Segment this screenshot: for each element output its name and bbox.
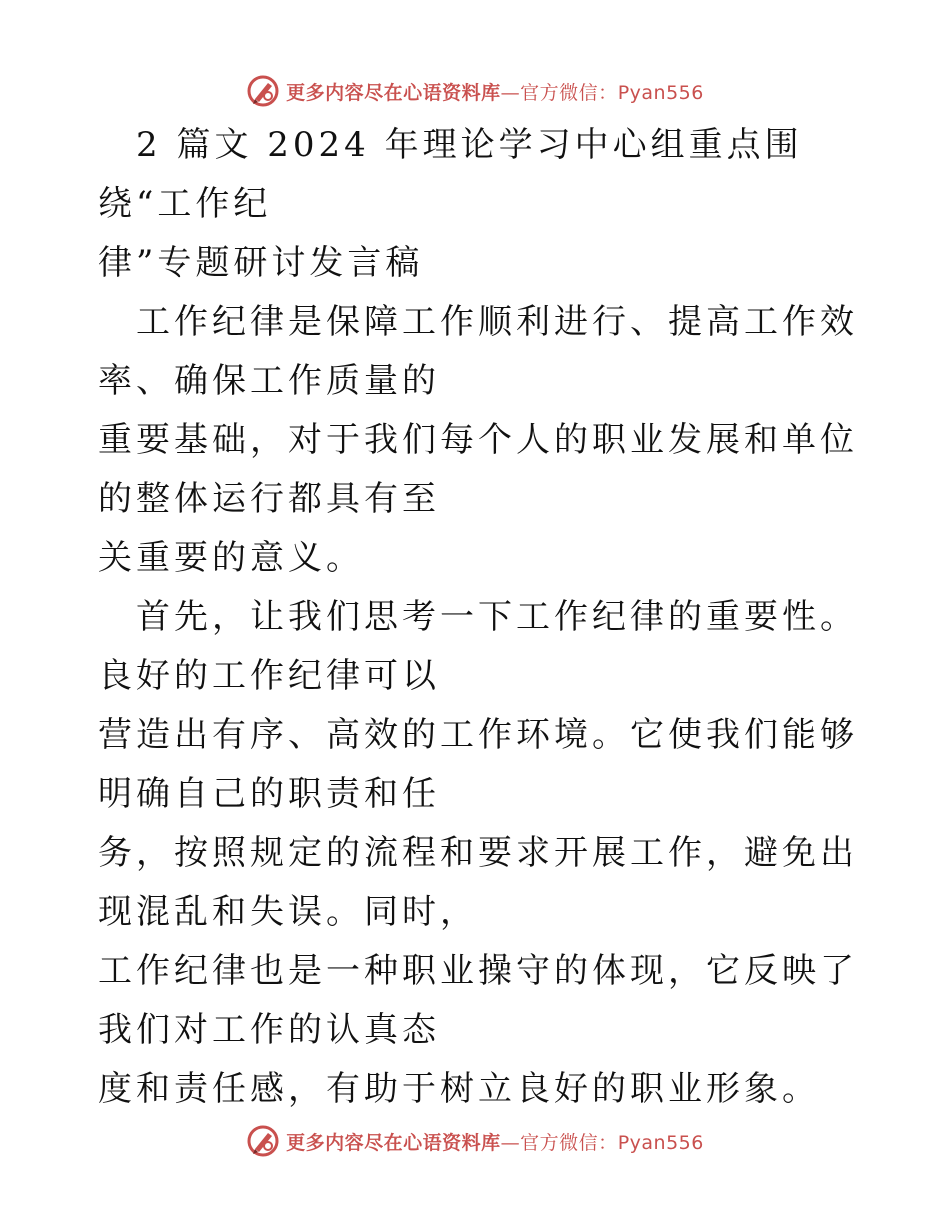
footer-banner-content bbox=[246, 1124, 704, 1158]
header-wechat-label: 官方微信： bbox=[520, 81, 618, 104]
paragraph-1-line-3: 关重要的意义。 bbox=[98, 538, 364, 578]
header-dash: — bbox=[500, 81, 521, 104]
title-line-2: 律”专题研讨发言稿 bbox=[98, 243, 424, 283]
footer-wechat-label: 官方微信： bbox=[520, 1131, 618, 1154]
paragraph-2-line-5: 度和责任感，有助于树立良好的职业形象。 bbox=[98, 1069, 820, 1109]
document-body bbox=[98, 116, 858, 1119]
paragraph-2-line-2: 营造出有序、高效的工作环境。它使我们能够明确自己的职责和任 bbox=[98, 715, 858, 814]
header-banner bbox=[0, 71, 950, 111]
header-banner-content bbox=[246, 74, 704, 108]
paragraph-1-line-2: 重要基础，对于我们每个人的职业发展和单位的整体运行都具有至 bbox=[98, 420, 858, 519]
paragraph-2-line-4: 工作纪律也是一种职业操守的体现，它反映了我们对工作的认真态 bbox=[98, 951, 858, 1050]
footer-site-name: 更多内容尽在心语资料库 bbox=[286, 1131, 501, 1154]
footer-banner bbox=[0, 1121, 950, 1161]
paragraph-2-line-1: 首先，让我们思考一下工作纪律的重要性。良好的工作纪律可以 bbox=[98, 597, 858, 696]
footer-banner-text bbox=[286, 1128, 704, 1155]
document-title bbox=[98, 116, 858, 293]
footer-dash: — bbox=[500, 1131, 521, 1154]
paragraph-1 bbox=[98, 293, 858, 588]
header-site-name: 更多内容尽在心语资料库 bbox=[286, 81, 501, 104]
paragraph-2-line-3: 务，按照规定的流程和要求开展工作，避免出现混乱和失误。同时， bbox=[98, 833, 858, 932]
title-line-1: 2 篇文 2024 年理论学习中心组重点围绕“工作纪 bbox=[98, 125, 803, 224]
paragraph-2 bbox=[98, 588, 858, 1119]
header-wechat-id: Pyan556 bbox=[617, 81, 704, 104]
pen-logo-icon bbox=[246, 1124, 280, 1158]
paragraph-1-line-1: 工作纪律是保障工作顺利进行、提高工作效率、确保工作质量的 bbox=[98, 302, 858, 401]
footer-wechat-id: Pyan556 bbox=[617, 1131, 704, 1154]
header-banner-text bbox=[286, 78, 704, 105]
pen-logo-icon bbox=[246, 74, 280, 108]
